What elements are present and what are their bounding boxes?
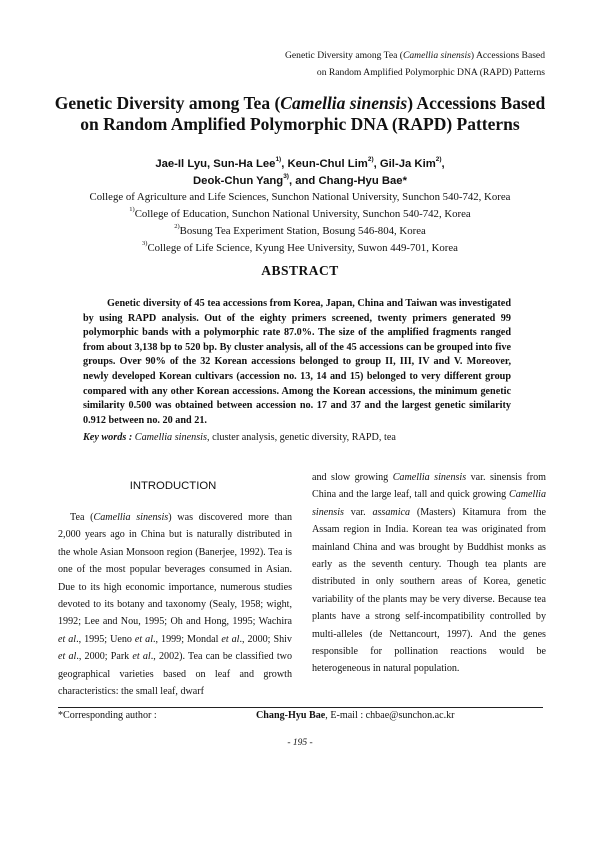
affiliation-1: College of Agriculture and Life Sciences, Sunchon National University, Sunchon 540-742, Korea (89, 191, 511, 203)
author-list-line1: Jae-Il Lyu, Sun-Ha Lee$^{1)}$, Keun-Chul Lim$^{2)}$, Gil-Ja Kim$^{2)}$, (155, 156, 445, 170)
paper-title-line2: on Random Amplified Polymorphic DNA (RAPD) Patterns (80, 114, 520, 134)
abstract-body: Genetic diversity of 45 tea accessions from Korea, Japan, China and Taiwan was investigated by using RAPD analysis. Out of the eighty primers screened, twenty primers generated 99 polymorphic bands with a polymorphic rate 87.0%. The size of the amplified fragments ranged from about 3,138 bp to 520 bp. By cluster analysis, all of the 45 accessions can be grouped into five groups. Over 90% of the 32 Korean accessions belonged to group II, III, IV and V. Moreover, newly developed Korean cultivars (accession no. 13, 14 and 15) belonged to very different group compared with any other Korean accessions. Among the Korean accessions, the minimum genetic similarity 0.500 was obtained between accession no. 17 and 37 and the largest genetic similarity 0.912 between no. 20 and 21. (83, 298, 511, 426)
abstract-heading: ABSTRACT (261, 263, 339, 278)
keywords: Key words : Camellia sinensis, cluster analysis, genetic diversity, RAPD, tea (83, 432, 396, 443)
author-list-line2: Deok-Chun Yang$^{3)}$, and Chang-Hyu Bae* (193, 173, 407, 187)
running-header-line1: Genetic Diversity among Tea (Camellia sinensis) Accessions Based (284, 50, 545, 61)
corresponding-author-contact: Chang-Hyu Bae, E-mail : chbae@sunchon.ac.kr (256, 710, 455, 721)
footnote-divider (58, 707, 543, 708)
running-header-line2: on Random Amplified Polymorphic DNA (RAPD) Patterns (316, 67, 545, 78)
paper-title-line1: Genetic Diversity among Tea (Camellia sinensis) Accessions Based (54, 93, 546, 113)
corresponding-author-label: *Corresponding author : (58, 710, 157, 721)
page-number: - 195 - (287, 738, 313, 748)
introduction-right-column: and slow growing Camellia sinensis var. sinensis from China and the large leaf, tall and quick growing Camellia sinensis var. assamica (Masters) Kitamura from the Assam region in India. Korean tea was originated from mainland China and was brought by Buddhist monks as early as the seventh century. Though tea plants are distributed in only southern areas of Korea, genetic variability of the plants may be very diverse. Because tea plants have a strong self-incompatibility controlled by multi-alleles (de Nettancourt, 1997). And the genes responsible for pollination reactions would be heterogeneous in natural population. (312, 472, 547, 675)
affiliation-2: $^{1)}$College of Education, Sunchon National University, Sunchon 540-742, Korea (129, 206, 471, 220)
introduction-left-column: Tea (Camellia sinensis) was discovered more than 2,000 years ago in China but is naturally distributed in the whole Asian Monsoon region (Banerjee, 1992). Tea is one of the most popular beverages consumed in Asian. Due to its high economic importance, numerous studies devoted to its botany and taxonomy (Sealy, 1958; wight, 1992; Lee and Nou, 1995; Oh and Hong, 1995; Wachira et al., 1995; Ueno et al., 1999; Mondal et al., 2000; Shiv et al., 2000; Park et al., 2002). Tea can be classified two geographical varieties based on leaf and growth characteristics: the small leaf, dwarf (58, 512, 293, 698)
introduction-heading: INTRODUCTION (129, 480, 217, 492)
affiliation-3: $^{2)}$Bosung Tea Experiment Station, Bosung 546-804, Korea (174, 223, 426, 237)
affiliation-4: $^{3)}$College of Life Science, Kyung Hee University, Suwon 449-701, Korea (142, 240, 458, 254)
